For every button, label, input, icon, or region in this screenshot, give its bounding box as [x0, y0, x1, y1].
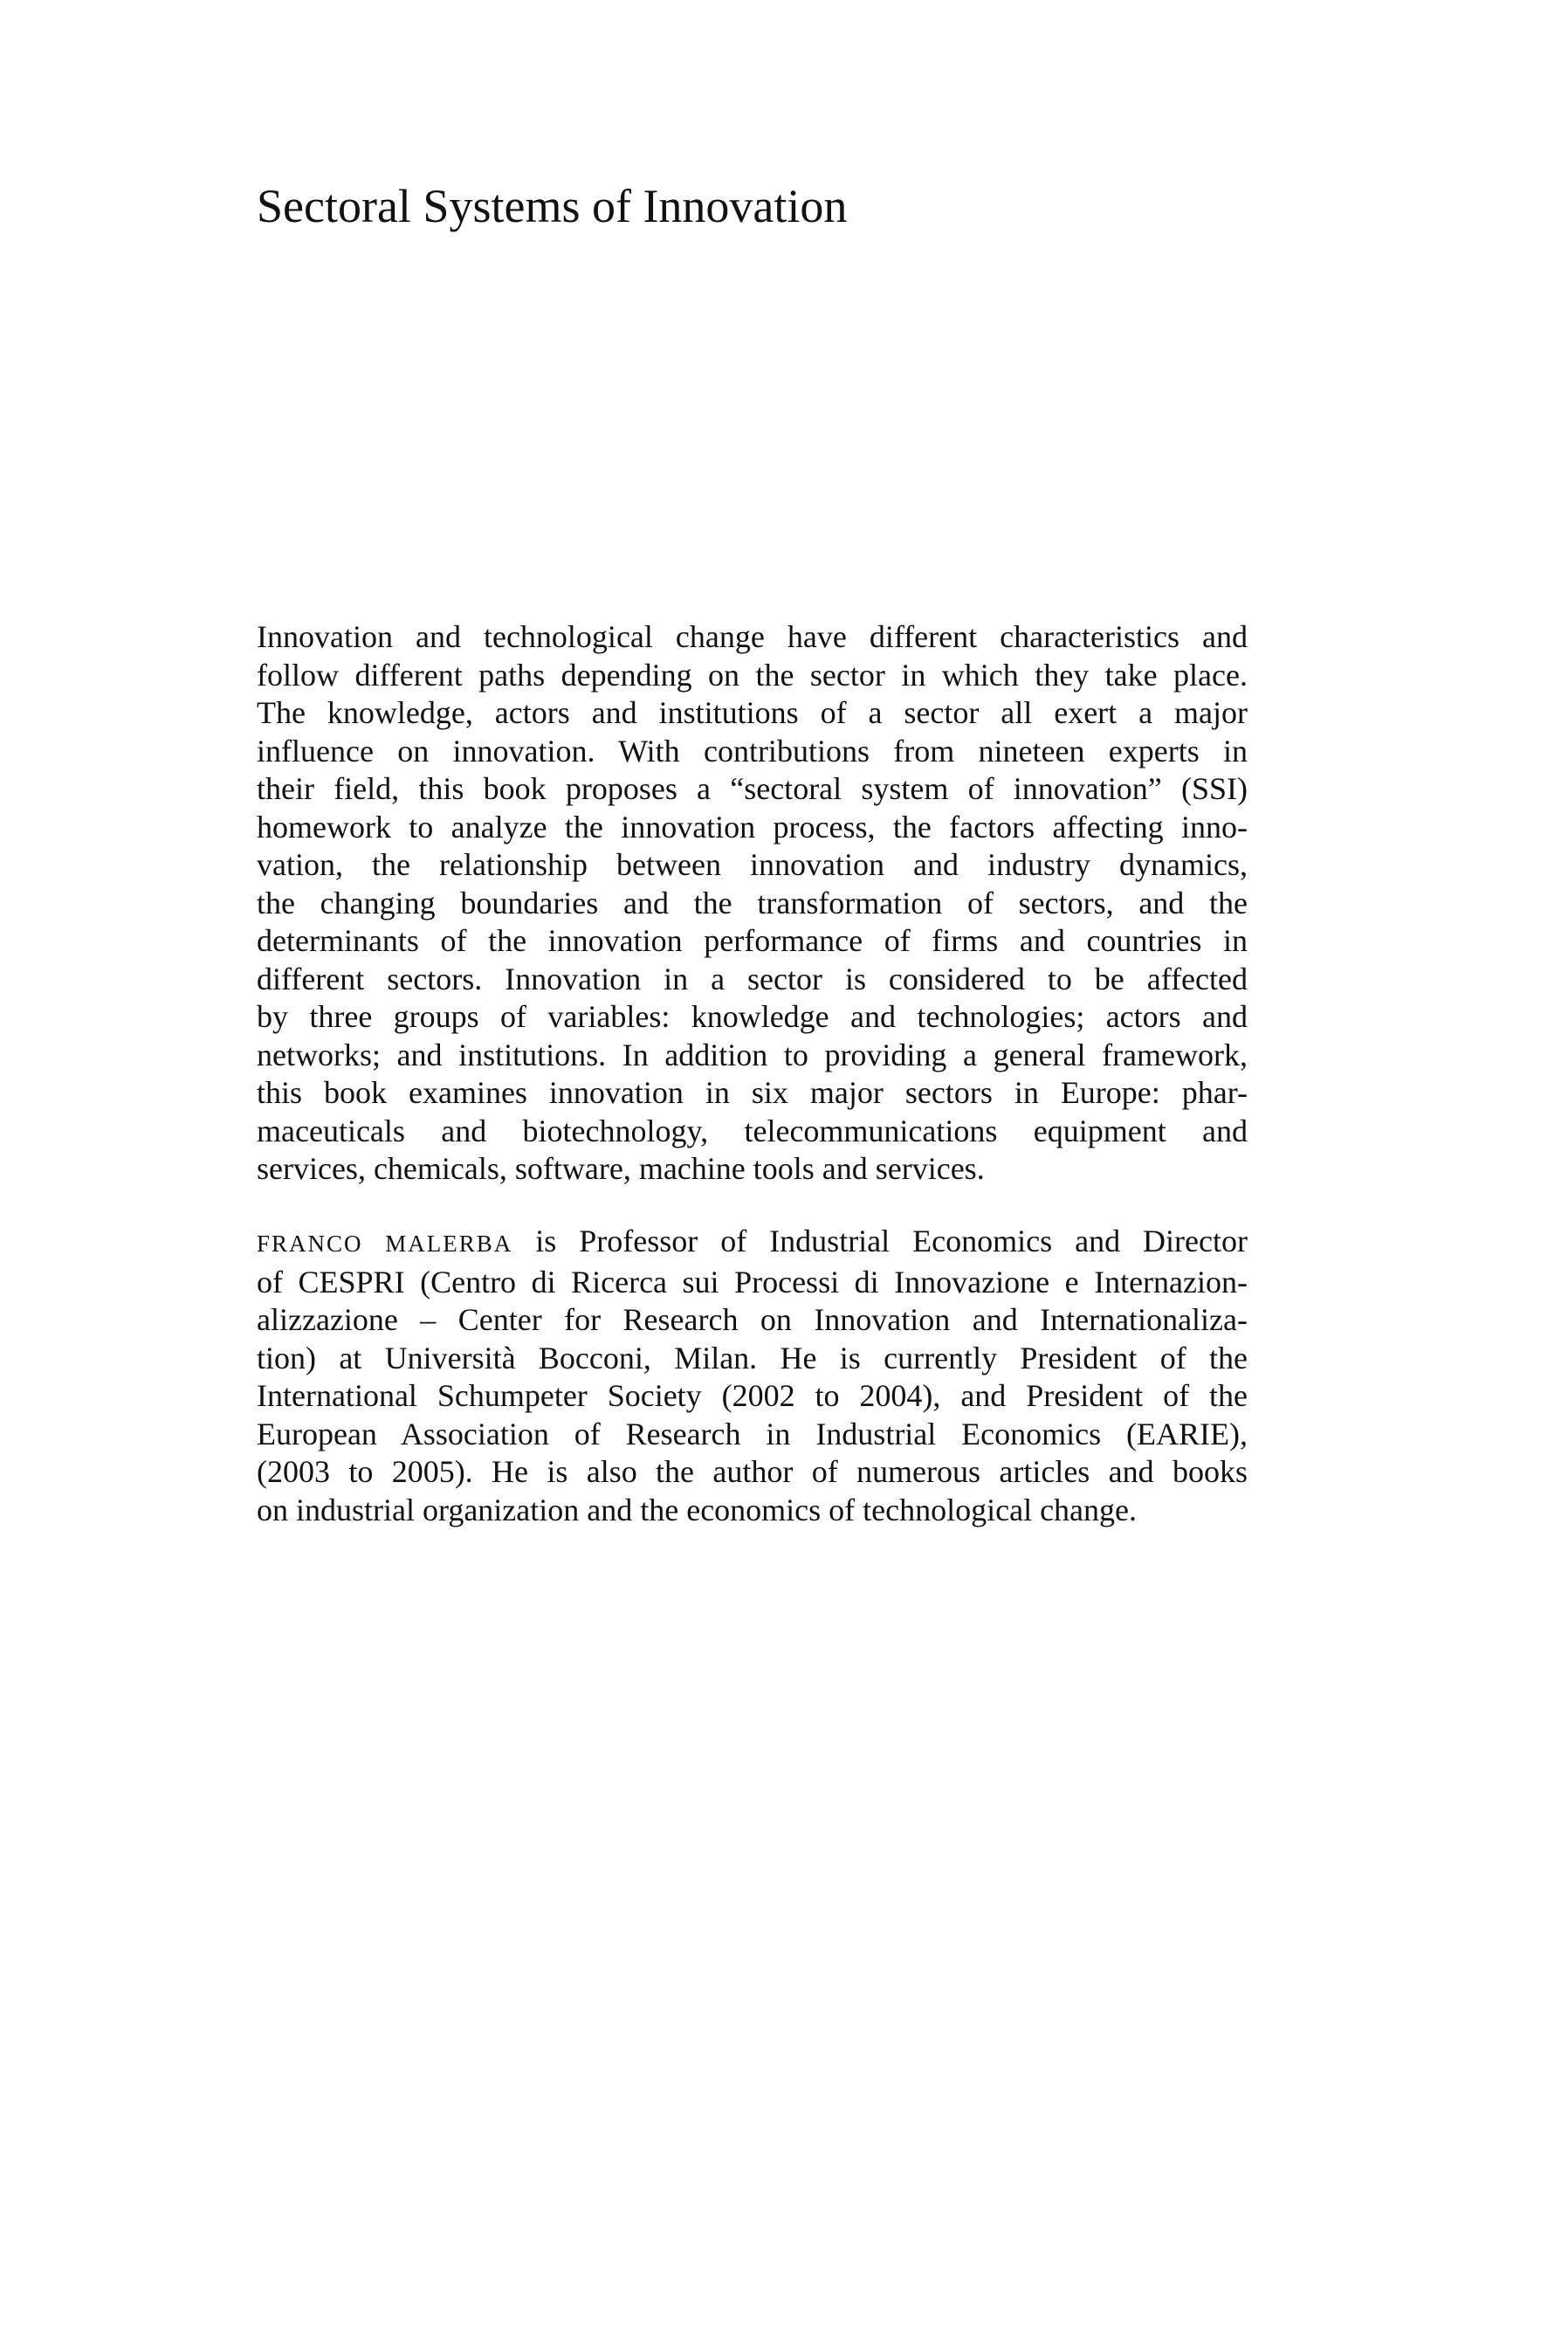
author-bio-line: European Association of Research in Industrial Economics (EARIE), [257, 1416, 1248, 1451]
author-bio-first-line [257, 1223, 1248, 1264]
author-bio-line: International Schumpeter Society (2002 to 2004), and President of the [257, 1378, 1248, 1413]
description-line: by three groups of variables: knowledge and technologies; actors and [257, 999, 1248, 1034]
description-line: different sectors. Innovation in a sector is considered to be affected [257, 961, 1248, 996]
author-bio-line: alizzazione – Center for Research on Innovation and Internationaliza- [257, 1302, 1248, 1337]
author-bio-line: on industrial organization and the economics of technological change. [257, 1492, 1138, 1527]
description-line: The knowledge, actors and institutions of a sector all exert a major [257, 695, 1248, 730]
author-bio [257, 1223, 1248, 1529]
description-line: this book examines innovation in six major sectors in Europe: phar- [257, 1075, 1248, 1110]
description-line: homework to analyze the innovation process, the factors affecting inno- [257, 809, 1248, 845]
author-name: FRANCO MALERBA [257, 1231, 513, 1257]
description-line: Innovation and technological change have different characteristics and [257, 619, 1248, 654]
description-line: maceuticals and biotechnology, telecommunications equipment and [257, 1113, 1248, 1148]
book-description [257, 618, 1248, 1189]
author-bio-line: (2003 to 2005). He is also the author of numerous articles and books [257, 1454, 1248, 1489]
description-line: determinants of the innovation performance of firms and countries in [257, 923, 1248, 958]
page-title: Sectoral Systems of Innovation [257, 180, 848, 232]
description-line: networks; and institutions. In addition to providing a general framework, [257, 1037, 1248, 1072]
description-line: services, chemicals, software, machine tools and services. [257, 1151, 985, 1186]
description-line: their field, this book proposes a “sectoral system of innovation” (SSI) [257, 771, 1248, 806]
description-line: follow different paths depending on the sector in which they take place. [257, 657, 1248, 693]
description-line: vation, the relationship between innovation and industry dynamics, [257, 847, 1248, 882]
author-bio-text: is Professor of Industrial Economics and Director [512, 1224, 1248, 1258]
description-line: the changing boundaries and the transformation of sectors, and the [257, 885, 1248, 920]
description-line: influence on innovation. With contributions from nineteen experts in [257, 733, 1248, 769]
author-bio-line: of CESPRI (Centro di Ricerca sui Processi di Innovazione e Internazion- [257, 1264, 1248, 1300]
author-bio-line: tion) at Università Bocconi, Milan. He is currently President of the [257, 1340, 1248, 1375]
